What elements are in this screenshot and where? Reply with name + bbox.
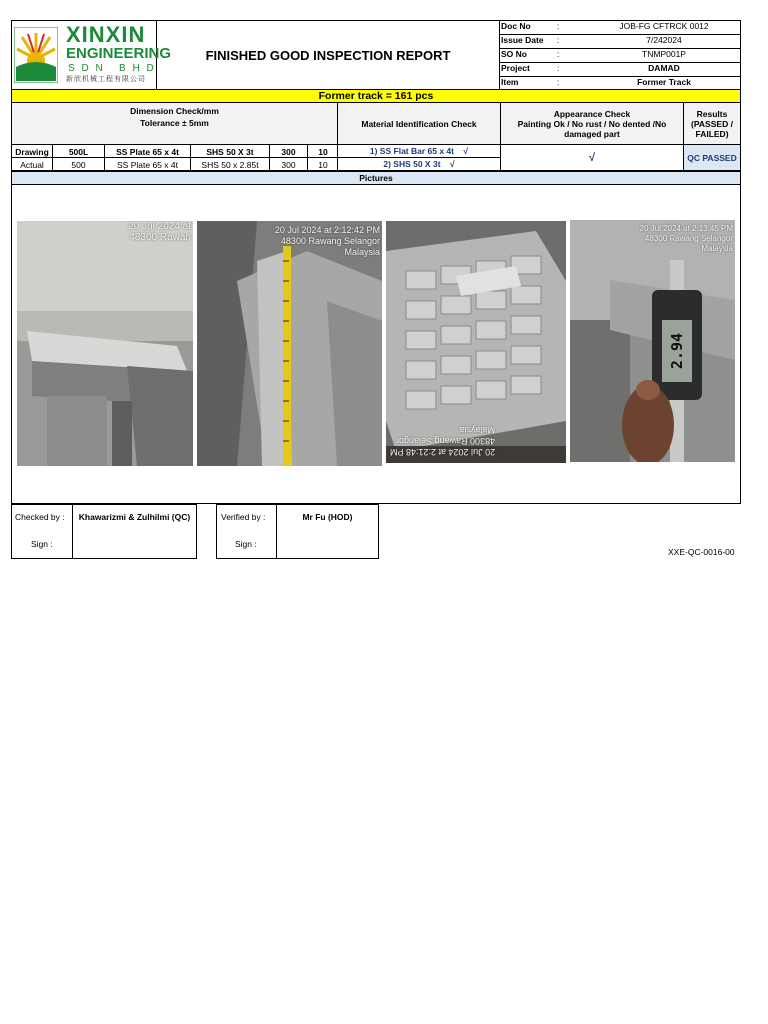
material-item: 1) SS Flat Bar 65 x 4t √ (369, 146, 469, 156)
row-value: SS Plate 65 x 4t (105, 145, 191, 158)
row-value: SHS 50 x 2.85t (191, 158, 270, 171)
results-header: Results (PASSED / FAILED) (691, 108, 733, 139)
qc-result-badge: QC PASSED (683, 144, 741, 171)
row-label: Actual (12, 158, 53, 171)
checked-by-name: Khawarizmi & Zulhilmi (QC) (78, 512, 191, 522)
photo-caliper-reading (570, 220, 735, 462)
dimension-header-line1: Dimension Check/mm (130, 106, 219, 116)
photo-timestamp: 20 Jul 2024 at 2:21:48 PM 48300 Rawang Selangor Malaysia (390, 425, 496, 457)
meta-label: Issue Date (501, 35, 544, 45)
checked-sign-label: Sign : (31, 539, 53, 549)
meta-value: 7/242024 (646, 35, 682, 45)
dimension-header (12, 103, 337, 131)
table-row (11, 157, 338, 171)
photo-stacked-parts (386, 221, 566, 463)
row-value: 300 (270, 158, 308, 171)
meta-colon: : (557, 35, 560, 45)
row-value: 500L (53, 145, 105, 158)
meta-row (499, 20, 740, 35)
logo-chinese: 新欣机械工程有限公司 (66, 76, 146, 83)
meta-row (499, 48, 740, 63)
meta-value: Former Track (637, 77, 691, 87)
page-title: FINISHED GOOD INSPECTION REPORT (205, 47, 451, 63)
meta-colon: : (557, 49, 560, 59)
meta-row (499, 76, 740, 90)
row-value: 300 (270, 145, 308, 158)
logo-name-line2: ENGINEERING (66, 45, 172, 62)
checked-by-label: Checked by : (15, 512, 65, 522)
quantity-banner: Former track = 161 pcs (11, 89, 741, 103)
meta-label: Item (501, 77, 519, 87)
photo-timestamp: 20 Jul 2024 at 2:12:42 PM 48300 Rawang Selangor Malaysia (274, 225, 380, 257)
photo-steel-sections (17, 221, 193, 466)
verified-sign-label: Sign : (235, 539, 257, 549)
meta-colon: : (557, 21, 560, 31)
appearance-header-detail: Painting Ok / No rust / No dented /No damaged part (517, 118, 667, 139)
caliper-readout: 2.94 (668, 332, 686, 370)
meta-value: JOB-FG CFTRCK 0012 (619, 21, 709, 31)
meta-colon: : (557, 63, 560, 73)
form-code: XXE-QC-0016-00 (668, 547, 735, 557)
logo-name-line3: S D N B H D (68, 63, 156, 74)
row-value: 500 (53, 158, 105, 171)
appearance-check-mark: √ (500, 144, 684, 171)
row-value: 10 (318, 146, 328, 157)
meta-row (499, 62, 740, 77)
row-label: Drawing (12, 145, 53, 158)
meta-label: SO No (501, 49, 527, 59)
row-value: SHS 50 X 3t (191, 145, 270, 158)
logo-name-line1: XINXIN (66, 22, 146, 47)
meta-label: Doc No (501, 21, 531, 31)
row-value: SS Plate 65 x 4t (105, 158, 191, 171)
table-row (11, 144, 338, 158)
appearance-header-title: Appearance Check (553, 108, 631, 119)
meta-row (499, 34, 740, 49)
row-value: 10 (318, 159, 328, 170)
meta-label: Project (501, 63, 530, 73)
photo-measuring-tape (197, 221, 382, 466)
sun-logo-icon (14, 27, 58, 83)
meta-value: TNMP001P (642, 49, 686, 59)
photo-timestamp: 20 Jul 2024 at 48300 Rawan (128, 221, 191, 243)
appearance-header (501, 103, 683, 144)
material-item: 2) SHS 50 X 3t √ (383, 159, 455, 169)
company-logo (14, 22, 172, 86)
photo-timestamp: 20 Jul 2024 at 2:13:45 PM 48300 Rawang Selangor Malaysia (639, 224, 733, 253)
verified-by-name: Mr Fu (HOD) (302, 512, 353, 522)
material-header: Material Identification Check (361, 118, 477, 129)
verified-by-label: Verified by : (221, 512, 266, 522)
meta-value: DAMAD (648, 63, 680, 73)
dimension-header-line2: Tolerance ± 5mm (140, 118, 209, 128)
pictures-label: Pictures (11, 171, 741, 185)
meta-colon: : (557, 77, 560, 87)
